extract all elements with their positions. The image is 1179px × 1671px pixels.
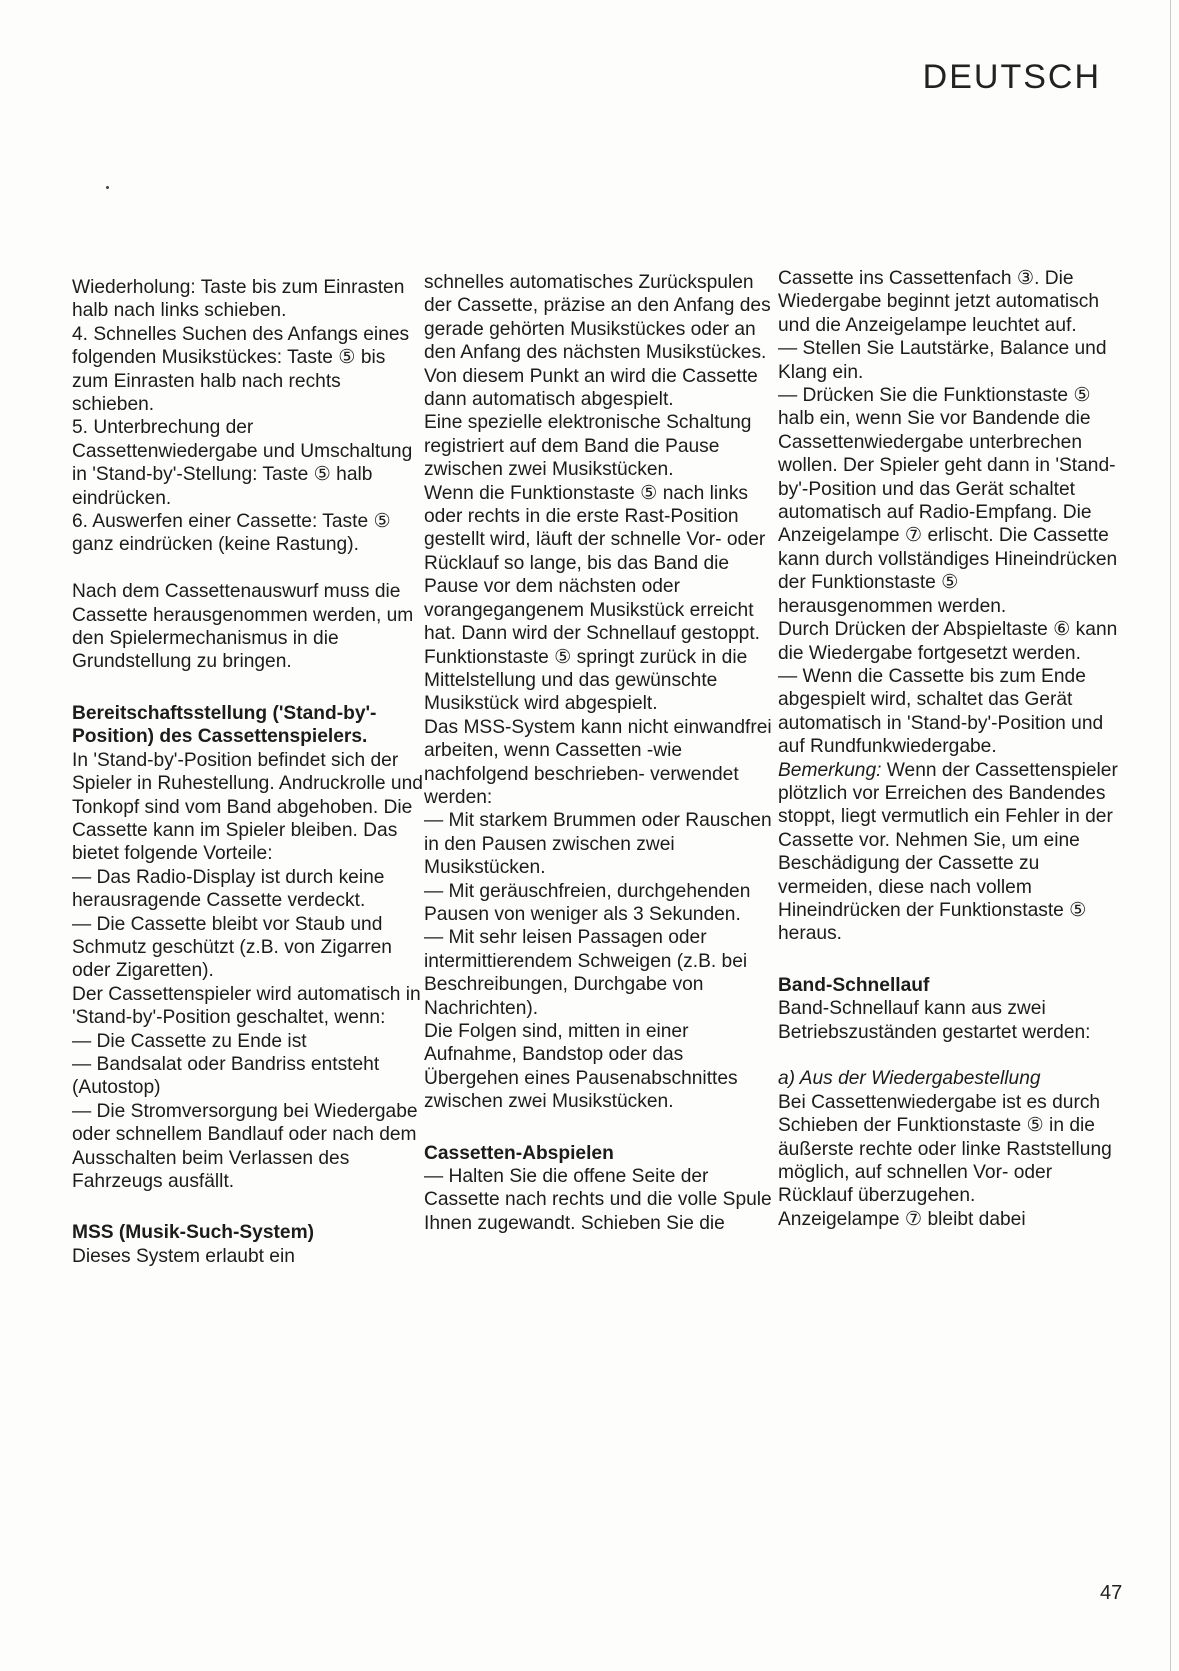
paragraph: Eine spezielle elektronische Schaltung registriert auf dem Band die Pause zwischen zwei Musikstücken.	[424, 412, 752, 481]
paragraph-spacer	[424, 1114, 772, 1142]
paragraph: Dieses System erlaubt ein	[72, 1245, 295, 1267]
paragraph: — Die Cassette bleibt vor Staub und Schmutz geschützt (z.B. von Zigarren oder Zigaretten).	[72, 913, 392, 982]
text-column-3	[778, 267, 1118, 1231]
paragraph-spacer	[72, 1193, 424, 1221]
page-number: 47	[1100, 1582, 1123, 1604]
paragraph-spacer	[778, 946, 1118, 974]
page-edge-line	[1170, 0, 1171, 1671]
paragraph: Wiederholung: Taste bis zum Einrasten halb nach links schieben.	[72, 277, 405, 322]
paragraph: — Die Cassette zu Ende ist	[72, 1030, 307, 1052]
paragraph: — Die Stromversorgung bei Wiedergabe oder schnellem Bandlauf oder nach dem Ausschalten beim Verlassen des Fahrzeugs ausfällt.	[72, 1100, 418, 1193]
paragraph-spacer	[72, 557, 424, 580]
text-column-2	[424, 271, 772, 1235]
paragraph-spacer	[72, 674, 424, 702]
paragraph: Das MSS-System kann nicht einwandfrei arbeiten, wenn Cassetten -wie nachfolgend beschrieben- verwendet werden:	[424, 716, 772, 808]
paragraph: — Das Radio-Display ist durch keine herausragende Cassette verdeckt.	[72, 866, 385, 912]
paragraph: Cassette ins Cassettenfach ③. Die Wiedergabe beginnt jetzt automatisch und die Anzeigelampe leuchtet auf.	[778, 268, 1100, 336]
paragraph: Anzeigelampe ⑦ bleibt dabei	[778, 1208, 1026, 1230]
paragraph: — Mit starkem Brummen oder Rauschen in den Pausen zwischen zwei Musikstücken.	[424, 810, 772, 879]
paragraph: — Mit sehr leisen Passagen oder intermittierendem Schweigen (z.B. bei Beschreibungen, Durchgabe von Nachrichten).	[424, 927, 748, 1019]
paragraph: — Halten Sie die offene Seite der Cassette nach rechts und die volle Spule Ihnen zugewandt. Schieben Sie die	[424, 1166, 772, 1234]
paragraph: Band-Schnellauf kann aus zwei Betriebszuständen gestartet werden:	[778, 998, 1091, 1043]
paragraph: 5. Unterbrechung der Cassettenwiedergabe und Umschaltung in 'Stand-by'-Stellung: Taste ⑤ halb eindrücken.	[72, 417, 413, 509]
paragraph: Durch Drücken der Abspieltaste ⑥ kann die Wiedergabe fortgesetzt werden.	[778, 619, 1118, 664]
paragraph: 4. Schnelles Suchen des Anfangs eines folgenden Musikstückes: Taste ⑤ bis zum Einrasten halb nach rechts schieben.	[72, 323, 410, 416]
italic-label: Bemerkung:	[778, 759, 882, 781]
paragraph: Der Cassettenspieler wird automatisch in 'Stand-by'-Position geschaltet, wenn:	[72, 983, 421, 1029]
paragraph: — Bandsalat oder Bandriss entsteht (Autostop)	[72, 1053, 380, 1099]
paragraph: 6. Auswerfen einer Cassette: Taste ⑤ ganz eindrücken (keine Rastung).	[72, 511, 391, 556]
scan-speck	[106, 186, 109, 189]
section-heading: MSS (Musik-Such-System)	[72, 1222, 315, 1244]
text-column-1	[72, 276, 424, 1268]
page-header-language: DEUTSCH	[922, 58, 1101, 96]
paragraph: — Drücken Sie die Funktionstaste ⑤ halb ein, wenn Sie vor Bandende die Cassettenwiedergabe unterbrechen wollen. Der Spieler geht dann in 'Stand-by'-Position und das Gerät schaltet automatisch auf Radio-Empfang. Die Anzeigelampe ⑦ erlischt. Die Cassette kann durch vollständiges Hineindrücken der Funktionstaste ⑤ herausgenommen werden.	[778, 385, 1118, 617]
paragraph: — Stellen Sie Lautstärke, Balance und Klang ein.	[778, 338, 1107, 383]
paragraph: Die Folgen sind, mitten in einer Aufnahme, Bandstop oder das Übergehen eines Pausenabschnittes zwischen zwei Musikstücken.	[424, 1021, 738, 1113]
paragraph	[778, 1067, 1118, 1090]
paragraph: schnelles automatisches Zurückspulen der Cassette, präzise an den Anfang des gerade gehörten Musikstückes oder an den Anfang des nächsten Musikstückes. Von diesem Punkt an wird die Cassette dann automatisch abgespielt.	[424, 272, 771, 411]
paragraph: — Mit geräuschfreien, durchgehenden Pausen von weniger als 3 Sekunden.	[424, 880, 751, 925]
section-heading: Bereitschaftsstellung ('Stand-by'-Position) des Cassettenspielers.	[72, 702, 377, 748]
paragraph-spacer	[778, 1044, 1118, 1067]
paragraph-text: Wenn der Cassettenspieler plötzlich vor Erreichen des Bandendes stoppt, liegt vermutlich ein Fehler in der Cassette vor. Nehmen Sie, um eine Beschädigung der Cassette zu vermeiden, diese nach vollem Hineindrücken der Funktionstaste ⑤ heraus.	[778, 759, 1118, 945]
paragraph: — Wenn die Cassette bis zum Ende abgespielt wird, schaltet das Gerät automatisch in 'Stand-by'-Position und auf Rundfunkwiedergabe.	[778, 665, 1104, 758]
paragraph	[778, 759, 1118, 946]
paragraph: Wenn die Funktionstaste ⑤ nach links oder rechts in die erste Rast-Position gestellt wird, läuft der schnelle Vor- oder Rücklauf so lange, bis das Band die Pause vor dem nächsten oder vorangegangenem Musikstück erreicht hat. Dann wird der Schnellauf gestoppt. Funktionstaste ⑤ springt zurück in die Mittelstellung und das gewünschte Musikstück wird abgespielt.	[424, 482, 766, 715]
section-heading: Cassetten-Abspielen	[424, 1142, 614, 1164]
section-heading: Band-Schnellauf	[778, 974, 930, 996]
italic-label: a) Aus der Wiedergabestellung	[778, 1068, 1041, 1090]
paragraph: Nach dem Cassettenauswurf muss die Cassette herausgenommen werden, um den Spielermechanismus in die Grundstellung zu bringen.	[72, 581, 414, 673]
paragraph: In 'Stand-by'-Position befindet sich der Spieler in Ruhestellung. Andruckrolle und Tonkopf sind vom Band abgehoben. Die Cassette kann im Spieler bleiben. Das bietet folgende Vorteile:	[72, 749, 423, 865]
paragraph: Bei Cassettenwiedergabe ist es durch Schieben der Funktionstaste ⑤ in die äußerste rechte oder linke Raststellung möglich, auf schnellen Vor- oder Rücklauf überzugehen.	[778, 1091, 1112, 1207]
